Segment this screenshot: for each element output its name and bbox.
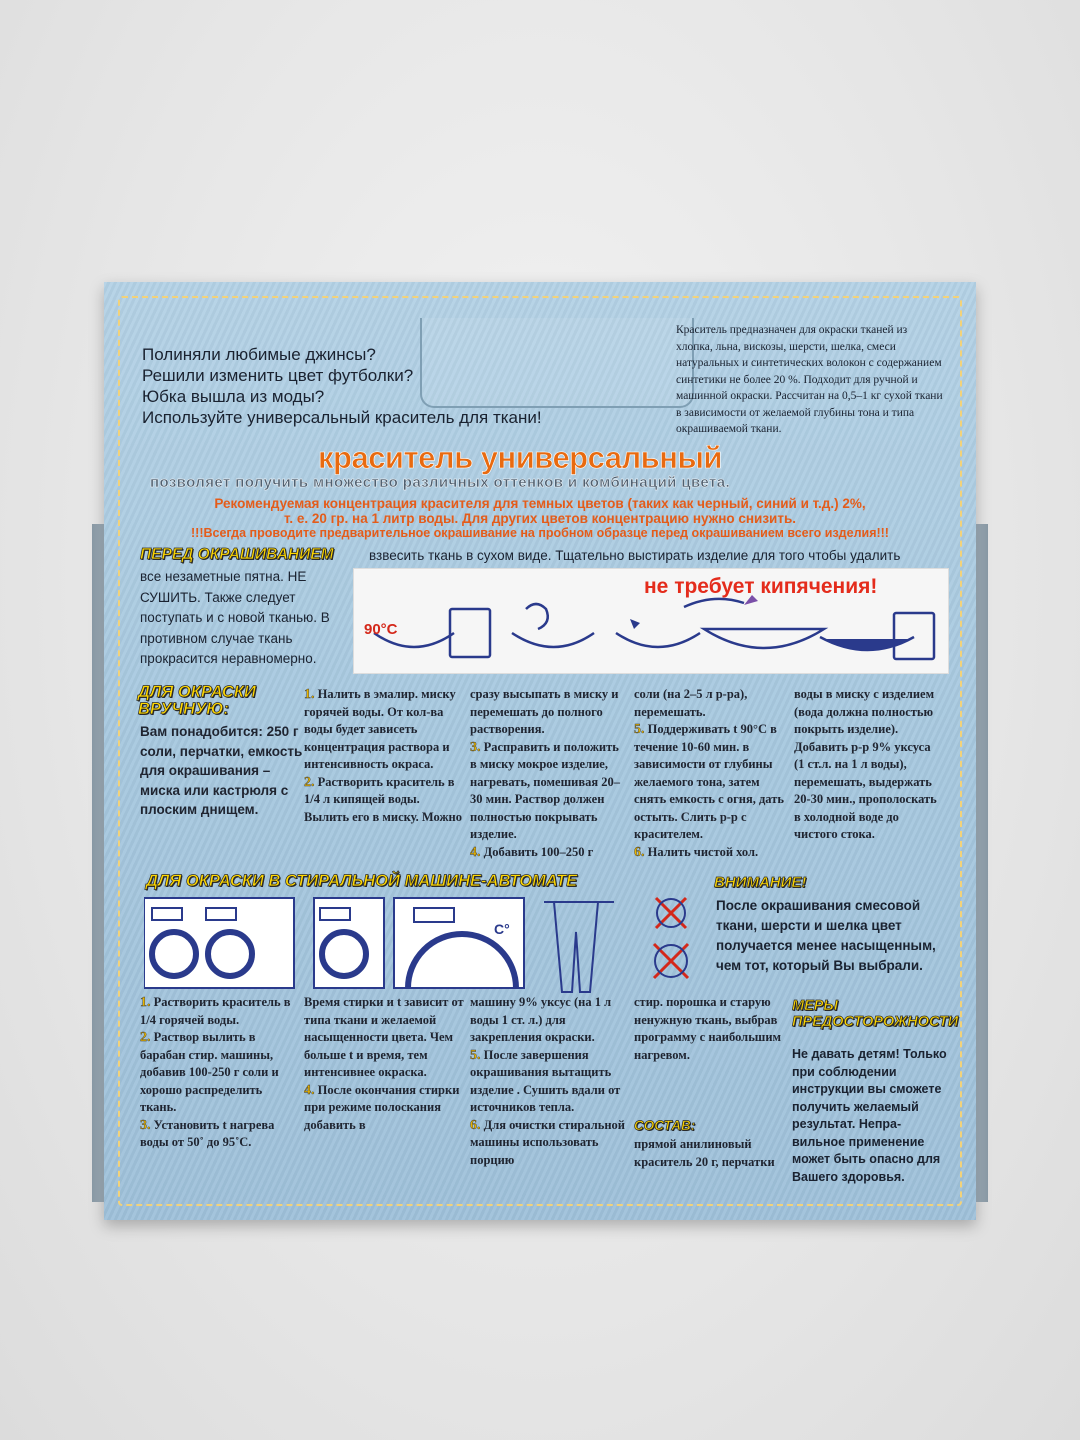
step-text: Расправить и положить в миску мокрое изделие, нагревать, помешивая 20–30 мин. Раствор должен полностью покрывать изделие. bbox=[470, 739, 620, 841]
intro-questions bbox=[142, 344, 542, 428]
machine-dyeing-label: ДЛЯ ОКРАСКИ В СТИРАЛЬНОЙ МАШИНЕ-АВТОМАТЕ bbox=[146, 872, 578, 890]
product-description: Краситель предназначен для окраски тканей из хлопка, льна, вискозы, шерсти, шелка, смеси натуральных и синтетических волокон с содержанием синтетики не более 20 %. Подходит для ручной и машинной окраски. Рассчитан на 0,5–1 кг сухой ткани в зависимости от желаемой глубины тона и типа окрашиваемой ткани. bbox=[676, 324, 943, 435]
step-number: 1. bbox=[304, 687, 315, 702]
step-number: 6. bbox=[634, 844, 645, 860]
composition-text: прямой анилиновый краситель 20 г, перчатки bbox=[634, 1137, 775, 1169]
drum-temp-label: C° bbox=[494, 921, 510, 937]
step-text: Установить t нагрева воды от 50˚ до 95˚С. bbox=[140, 1117, 275, 1149]
step-text: Налить чистой хол. bbox=[644, 844, 759, 859]
bowl-icon bbox=[512, 633, 594, 647]
manual-col-3 bbox=[470, 686, 628, 861]
step-text: Для очистки стиральной машины использовать порцию bbox=[470, 1117, 626, 1167]
step-text: Добавить 100–250 г bbox=[480, 844, 594, 859]
hand-icon bbox=[526, 604, 548, 629]
step-text: После окончания стирки при режиме полоскания добавить в bbox=[304, 1082, 460, 1132]
before-dyeing-text: взвесить ткань в сухом виде. Тщательно выстирать изделие для того чтобы удалить bbox=[369, 548, 901, 563]
step-text: машину 9% уксус (на 1 л воды 1 ст. л.) для закрепления окраски. bbox=[470, 995, 612, 1044]
step-number: 2. bbox=[304, 774, 315, 790]
manual-label-line: ДЛЯ ОКРАСКИ bbox=[138, 683, 256, 701]
manual-col-4 bbox=[634, 686, 792, 861]
machine-col-1 bbox=[140, 994, 298, 1152]
step-text: Поддерживать t 90°С в течение 10-60 мин. в зависимости от глубины желаемого тона, затем снять емкость с огня, дать остыть. Слить р-р с красителем. bbox=[634, 722, 784, 841]
step-number: 3. bbox=[470, 739, 481, 755]
before-dyeing-more: все незаметные пятна. НЕ СУШИТЬ. Также следует поступать и с новой тканью. В противном случае ткань прокрасится неравномерно. bbox=[140, 569, 330, 666]
safety-text: Не давать детям! Только при соблюдении инструкции вы сможете получить желаемый результат. Непра-вильное применение может быть опасно для Вашего здоровья. bbox=[792, 1047, 947, 1184]
no-boiling-panel bbox=[353, 568, 949, 674]
step-text: сразу высыпать в миску и перемешать до полного растворения. bbox=[470, 687, 619, 736]
jar-icon bbox=[894, 613, 934, 659]
step-text: соли (на 2–5 л р-ра), перемешать. bbox=[634, 687, 748, 719]
step-text: Раствор вылить в барабан стир. машины, добавив 100-250 г соли и хорошо распределить ткань. bbox=[140, 1030, 279, 1114]
step-text: После завершения окрашивания вытащить изделие . Сушить вдали от источников тепла. bbox=[470, 1047, 621, 1114]
manual-col-5: воды в миску с изделием (вода должна полностью покрыть изделие). Добавить р-р 9% уксуса (1 ст.л. на 1 л воды), перемешать, выдержать 20-30 мин., прополоскать в холодной воде до чистого стока. bbox=[794, 687, 937, 841]
safety-label bbox=[792, 998, 958, 1030]
machine-col-3 bbox=[470, 994, 630, 1169]
manual-col-1: Вам понадобится: 250 г соли, перчатки, емкость для окрашивания – миска или кастрюля с плоским днищем. bbox=[140, 724, 303, 817]
attention-label: ВНИМАНИЕ! bbox=[714, 874, 807, 891]
test-warning: !!!Всегда проводите предварительное окрашивание на пробном образце перед окрашиванием всего изделия!!! bbox=[191, 526, 889, 540]
dye-water-icon bbox=[824, 639, 910, 650]
step-text: Время стирки и t зависит от типа ткани и желаемой насыщенности цвета. Чем больше t и время, тем интенсивнее окраска. bbox=[304, 995, 464, 1079]
before-dyeing-label: ПЕРЕД ОКРАШИВАНИЕМ bbox=[140, 546, 334, 563]
machine-col-4: стир. порошка и старую ненужную ткань, выбрав программу с наибольшим нагревом. bbox=[634, 995, 782, 1062]
safety-label-line: МЕРЫ bbox=[792, 998, 838, 1014]
step-text: Растворить краситель в 1/4 л кипящей воды. Вылить его в миску. Можно bbox=[304, 774, 462, 824]
intro-line: Полиняли любимые джинсы? bbox=[142, 345, 376, 364]
machine-steps-illustration bbox=[144, 894, 704, 994]
step-number: 6. bbox=[470, 1117, 481, 1133]
glove-icon bbox=[684, 599, 744, 607]
step-text: Налить в эмалир. миску горячей воды. От кол-ва воды будет зависеть концентрация раствора и интенсивность окраса. bbox=[304, 687, 456, 771]
manual-label-line: ВРУЧНУЮ: bbox=[138, 700, 229, 718]
product-title: краситель универсальный bbox=[318, 440, 722, 475]
manual-col-2 bbox=[304, 686, 462, 826]
basin-icon bbox=[704, 629, 824, 648]
step-number: 3. bbox=[140, 1117, 151, 1133]
step-number: 1. bbox=[140, 995, 151, 1010]
jeans-drying-icon bbox=[544, 902, 614, 992]
safety-label-line: ПРЕДОСТОРОЖНОСТИ bbox=[792, 1014, 959, 1030]
step-number: 4. bbox=[470, 844, 481, 860]
step-number: 5. bbox=[470, 1047, 481, 1063]
step-text: Растворить краситель в 1/4 горячей воды. bbox=[140, 995, 291, 1027]
intro-line: Решили изменить цвет футболки? bbox=[142, 366, 414, 385]
intro-line: Юбка вышла из моды? bbox=[142, 387, 325, 406]
step-number: 4. bbox=[304, 1082, 315, 1098]
product-subtitle: позволяет получить множество различных оттенков и комбинаций цвета. bbox=[150, 474, 731, 491]
machine-col-2 bbox=[304, 994, 464, 1134]
intro-line: Используйте универсальный краситель для ткани! bbox=[142, 408, 542, 427]
dye-package-back bbox=[104, 282, 976, 1220]
step-number: 2. bbox=[140, 1030, 151, 1045]
attention-text: После окрашивания смесовой ткани, шерсти и шелка цвет получается менее насыщенным, чем тот, который Вы выбрали. bbox=[716, 898, 936, 973]
temperature-label: 90°C bbox=[364, 621, 398, 638]
no-boiling-title: не требует кипячения! bbox=[644, 575, 878, 598]
step-number: 5. bbox=[634, 722, 645, 737]
recommendation-line: т. е. 20 гр. на 1 литр воды. Для других цветов концентрацию нужно снизить. bbox=[283, 511, 796, 526]
composition-label: СОСТАВ: bbox=[634, 1118, 696, 1133]
bowl-icon bbox=[616, 633, 700, 647]
jar-icon bbox=[450, 609, 490, 657]
powder-icon bbox=[630, 619, 640, 629]
manual-dyeing-label bbox=[138, 684, 256, 718]
recommendation-line: Рекомендуемая концентрация красителя для темных цветов (таких как черный, синий и т.д.) 2%, bbox=[214, 496, 866, 511]
